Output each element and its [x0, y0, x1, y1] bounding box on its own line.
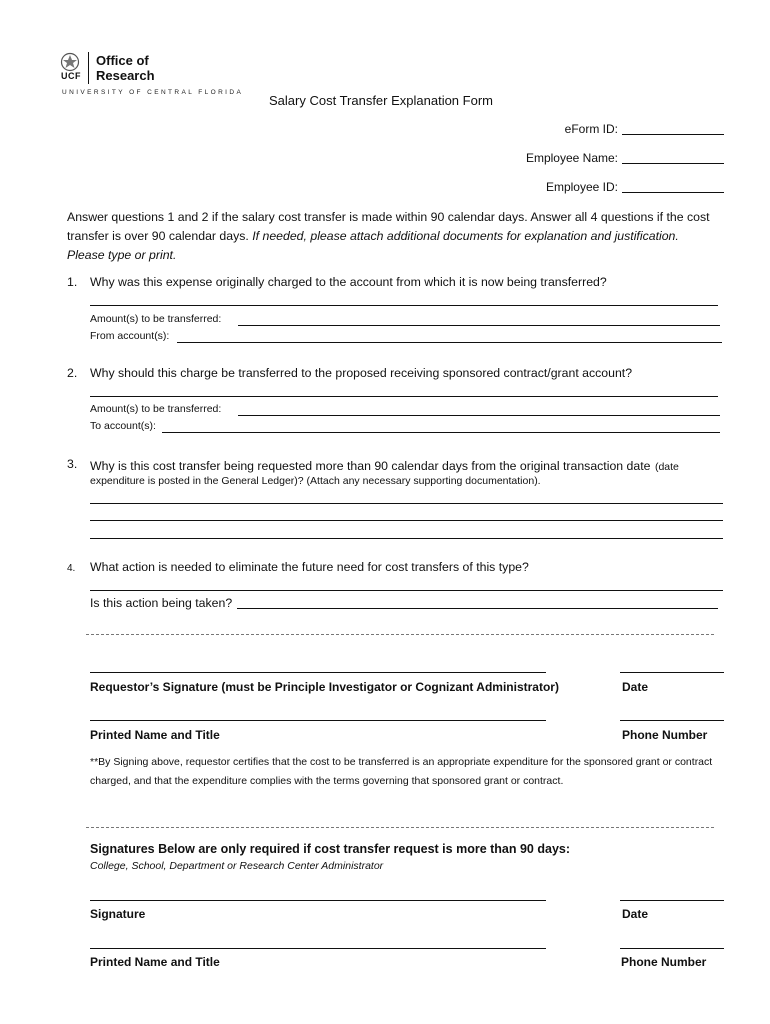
admin-printed-name-label: Printed Name and Title — [90, 955, 220, 969]
section2-heading: Signatures Below are only required if cost transfer request is more than 90 days: — [90, 842, 571, 856]
employee-name-label: Employee Name: — [525, 151, 618, 165]
question-3-answer-line-1[interactable] — [90, 503, 723, 504]
admin-signature-label: Signature — [90, 907, 146, 921]
question-3-number: 3. — [67, 457, 78, 471]
logo-abbreviation: UCF — [61, 71, 81, 81]
question-1-account-label: From account(s): — [90, 330, 170, 342]
employee-id-label: Employee ID: — [545, 180, 618, 194]
university-name: UNIVERSITY OF CENTRAL FLORIDA — [62, 89, 244, 96]
question-2-answer-line[interactable] — [90, 396, 718, 397]
instructions-italic: If needed, please attach additional documents for explanation and justification. Please type or print. — [67, 229, 679, 262]
section-divider-1 — [86, 634, 714, 635]
question-3-text: Why is this cost transfer being requested more than 90 calendar days from the original transaction date — [90, 459, 651, 473]
admin-phone-field[interactable] — [620, 948, 724, 949]
question-1-account-field[interactable] — [177, 342, 722, 343]
question-3-text-wrapper — [90, 457, 730, 475]
question-2-account-label: To account(s): — [90, 420, 156, 432]
ucf-seal-icon — [60, 52, 80, 72]
requestor-signature-label: Requestor’s Signature (must be Principle Investigator or Cognizant Administrator) — [90, 680, 559, 694]
question-1-text: Why was this expense originally charged to the account from which it is now being transferred? — [90, 275, 607, 289]
logo-office-of: Office of — [96, 53, 149, 68]
question-4-followup-field[interactable] — [237, 608, 718, 609]
eform-id-label: eForm ID: — [564, 122, 618, 136]
question-2-number: 2. — [67, 366, 78, 380]
employee-id-field[interactable] — [622, 192, 724, 193]
question-4-text: What action is needed to eliminate the future need for cost transfers of this type? — [90, 560, 529, 574]
question-2-account-field[interactable] — [162, 432, 720, 433]
certification-note: **By Signing above, requestor certifies that the cost to be transferred is an appropriate expenditure for the sponsored grant or contract charged, and that the expenditure complies with the terms governing that sponsored grant or contract. — [90, 756, 713, 787]
question-3-answer-line-2[interactable] — [90, 520, 723, 521]
question-3-text-line2: expenditure is posted in the General Ledger)? (Attach any necessary supporting documentation). — [90, 475, 541, 487]
question-2-text: Why should this charge be transferred to the proposed receiving sponsored contract/grant account? — [90, 366, 633, 380]
form-title: Salary Cost Transfer Explanation Form — [269, 93, 493, 108]
requestor-phone-label: Phone Number — [622, 728, 708, 742]
question-4-followup: Is this action being taken? — [90, 596, 233, 610]
requestor-signature-field[interactable] — [90, 672, 546, 673]
question-4-number: 4. — [67, 563, 76, 574]
requestor-date-field[interactable] — [620, 672, 724, 673]
question-2-amount-field[interactable] — [238, 415, 720, 416]
question-1-amount-label: Amount(s) to be transferred: — [90, 313, 222, 325]
question-3-answer-line-3[interactable] — [90, 538, 723, 539]
requestor-phone-field[interactable] — [620, 720, 724, 721]
requestor-date-label: Date — [622, 680, 649, 694]
question-4-answer-line[interactable] — [90, 590, 723, 591]
admin-phone-label: Phone Number — [621, 955, 707, 969]
eform-id-field[interactable] — [622, 134, 724, 135]
question-1-answer-line[interactable] — [90, 305, 718, 306]
instructions — [67, 208, 717, 265]
logo-research: Research — [96, 68, 155, 83]
admin-signature-field[interactable] — [90, 900, 546, 901]
admin-date-field[interactable] — [620, 900, 724, 901]
logo-divider — [88, 52, 89, 84]
instructions-text: Answer questions 1 and 2 if the salary cost transfer is made within 90 calendar days. Answer all 4 questions if the cost transfer is over 90 calendar days. — [67, 210, 710, 243]
question-2-amount-label: Amount(s) to be transferred: — [90, 403, 222, 415]
section-divider-2 — [86, 827, 714, 828]
admin-date-label: Date — [622, 907, 649, 921]
section2-subheading: College, School, Department or Research Center Administrator — [90, 860, 384, 872]
question-3-text-small: (date — [654, 461, 679, 473]
requestor-printed-name-label: Printed Name and Title — [90, 728, 220, 742]
question-1-amount-field[interactable] — [238, 325, 720, 326]
question-1-number: 1. — [67, 275, 78, 289]
admin-printed-name-field[interactable] — [90, 948, 546, 949]
employee-name-field[interactable] — [622, 163, 724, 164]
requestor-printed-name-field[interactable] — [90, 720, 546, 721]
